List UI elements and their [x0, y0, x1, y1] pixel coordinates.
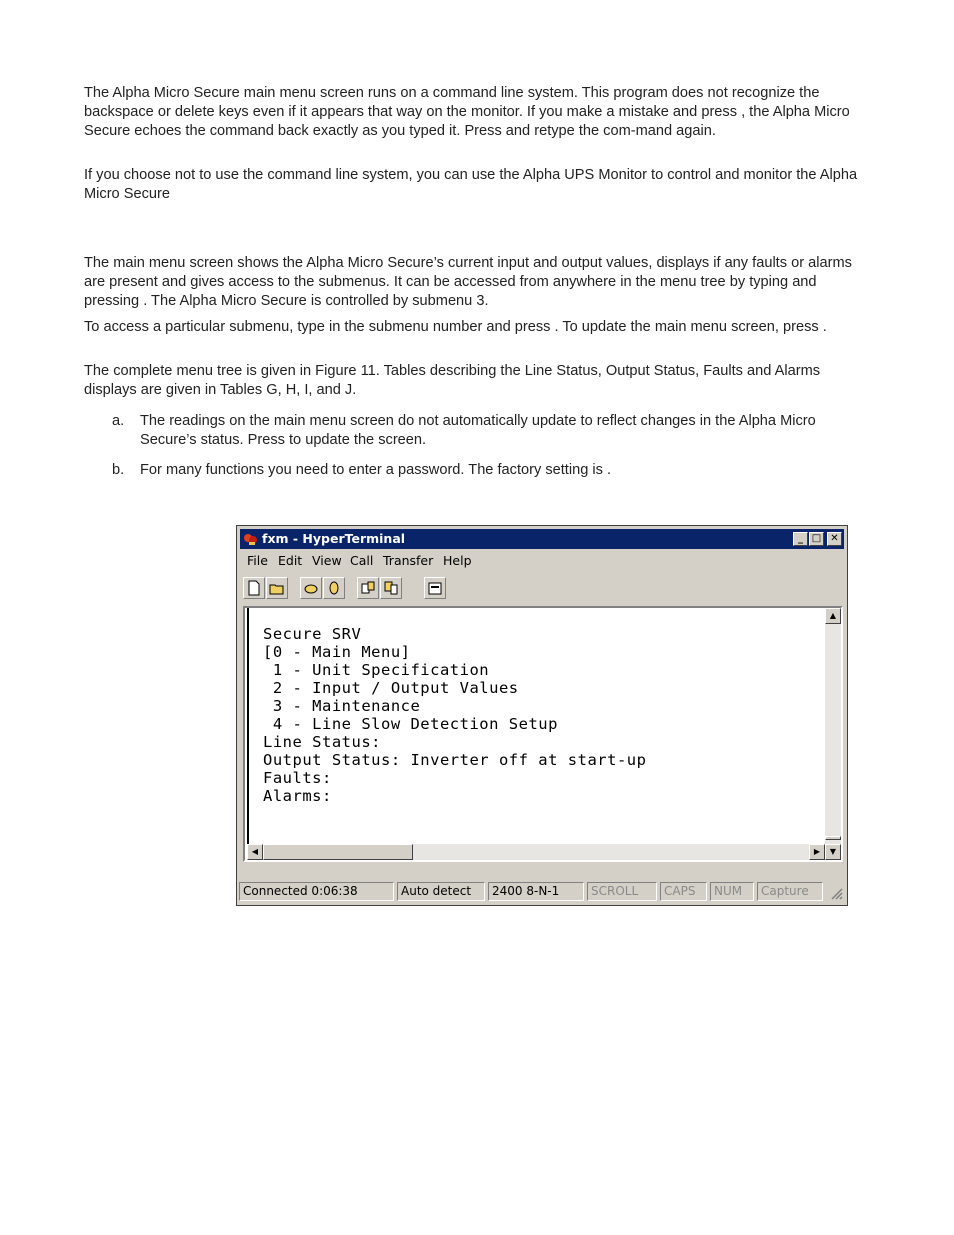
menu-help[interactable]: Help: [443, 553, 472, 568]
note-a: [112, 412, 816, 452]
status-bar: [239, 881, 845, 903]
connect-button[interactable]: [300, 577, 322, 599]
open-folder-icon: [269, 580, 285, 596]
alternative-paragraph: If you choose not to use the command line system, you can use the Alpha UPS Monitor to control and monitor the Alpha Micro Secure: [84, 167, 858, 202]
terminal-line: Faults:: [263, 769, 332, 787]
phone-icon: [303, 580, 319, 596]
new-connection-button[interactable]: [243, 577, 265, 599]
receive-icon: [383, 580, 399, 596]
status-capture: Capture: [757, 882, 823, 901]
main-menu-paragraph: The main menu screen shows the Alpha Micro Secure’s current input and output values, displays if any faults or alarms are present and gives access to the submenus. It can be accessed from anywhere in the menu tree by typing and pressing . The Alpha Micro Secure is controlled by submenu 3.: [84, 255, 852, 309]
vertical-scroll-thumb[interactable]: [825, 836, 841, 840]
send-icon: [360, 580, 376, 596]
terminal-line: Alarms:: [263, 787, 332, 805]
toolbar: [241, 574, 843, 602]
terminal-line: Output Status: Inverter off at start-up: [263, 751, 647, 769]
note-text: The readings on the main menu screen do not automatically update to reflect changes in the Alpha Micro Secure’s status. Press to update the screen.: [140, 413, 816, 448]
maximize-button[interactable]: □: [809, 532, 824, 546]
close-button[interactable]: ✕: [827, 532, 842, 546]
scroll-left-arrow-icon[interactable]: ◀: [247, 844, 263, 860]
hyperterminal-window: [236, 525, 848, 906]
terminal-line: Secure SRV: [263, 625, 362, 643]
menu-tree-paragraph: The complete menu tree is given in Figure 11. Tables describing the Line Status, Output Status, Faults and Alarms displays are given in Tables G, H, I, and J.: [84, 363, 821, 398]
properties-icon: [427, 580, 443, 596]
minimize-button[interactable]: _: [793, 532, 808, 546]
note-marker: a.: [112, 413, 125, 429]
menu-transfer[interactable]: Transfer: [383, 553, 434, 568]
terminal-line: 3 - Maintenance: [263, 697, 421, 715]
note-b: [112, 461, 812, 481]
hangup-icon: [326, 580, 342, 596]
horizontal-scroll-thumb[interactable]: [263, 844, 413, 860]
status-connection: Connected 0:06:38: [239, 882, 394, 901]
terminal-line: 4 - Line Slow Detection Setup: [263, 715, 558, 733]
send-button[interactable]: [357, 577, 379, 599]
status-detect: Auto detect: [397, 882, 485, 901]
open-button[interactable]: [266, 577, 288, 599]
intro-paragraph: The Alpha Micro Secure main menu screen runs on a command line system. This program does not recognize the backspace or delete keys even if it appears that way on the monitor. If you make a mistake and press , the Alpha Micro Secure echoes the command back exactly as you typed it. Press and retype the com-mand again.: [84, 85, 850, 139]
scroll-right-arrow-icon[interactable]: ▶: [809, 844, 825, 860]
scroll-up-arrow-icon[interactable]: ▲: [825, 608, 841, 624]
receive-button[interactable]: [380, 577, 402, 599]
note-marker: b.: [112, 462, 125, 478]
status-scroll: SCROLL: [587, 882, 657, 901]
terminal-frame: [243, 606, 843, 862]
horizontal-scrollbar[interactable]: [247, 844, 825, 860]
submenu-paragraph: To access a particular submenu, type in the submenu number and press . To update the main menu screen, press .: [84, 319, 827, 335]
menu-file[interactable]: File: [247, 553, 268, 568]
vertical-scrollbar[interactable]: [825, 608, 841, 856]
menu-call[interactable]: Call: [350, 553, 374, 568]
disconnect-button[interactable]: [323, 577, 345, 599]
terminal-line: 2 - Input / Output Values: [263, 679, 519, 697]
hyperterminal-icon: [243, 532, 258, 546]
status-settings: 2400 8-N-1: [488, 882, 584, 901]
scroll-down-arrow-icon[interactable]: ▼: [825, 844, 841, 860]
menu-view[interactable]: View: [312, 553, 342, 568]
properties-button[interactable]: [424, 577, 446, 599]
title-bar[interactable]: [240, 529, 844, 549]
menu-edit[interactable]: Edit: [278, 553, 303, 568]
terminal-screen[interactable]: [247, 608, 827, 844]
status-caps: CAPS: [660, 882, 707, 901]
window-title: fxm - HyperTerminal: [262, 531, 406, 546]
terminal-line: 1 - Unit Specification: [263, 661, 490, 679]
status-num: NUM: [710, 882, 754, 901]
terminal-line: [0 - Main Menu]: [263, 643, 411, 661]
note-text: For many functions you need to enter a password. The factory setting is .: [140, 462, 612, 478]
resize-grip-icon[interactable]: [829, 886, 843, 900]
terminal-line: Line Status:: [263, 733, 381, 751]
new-document-icon: [246, 580, 262, 596]
